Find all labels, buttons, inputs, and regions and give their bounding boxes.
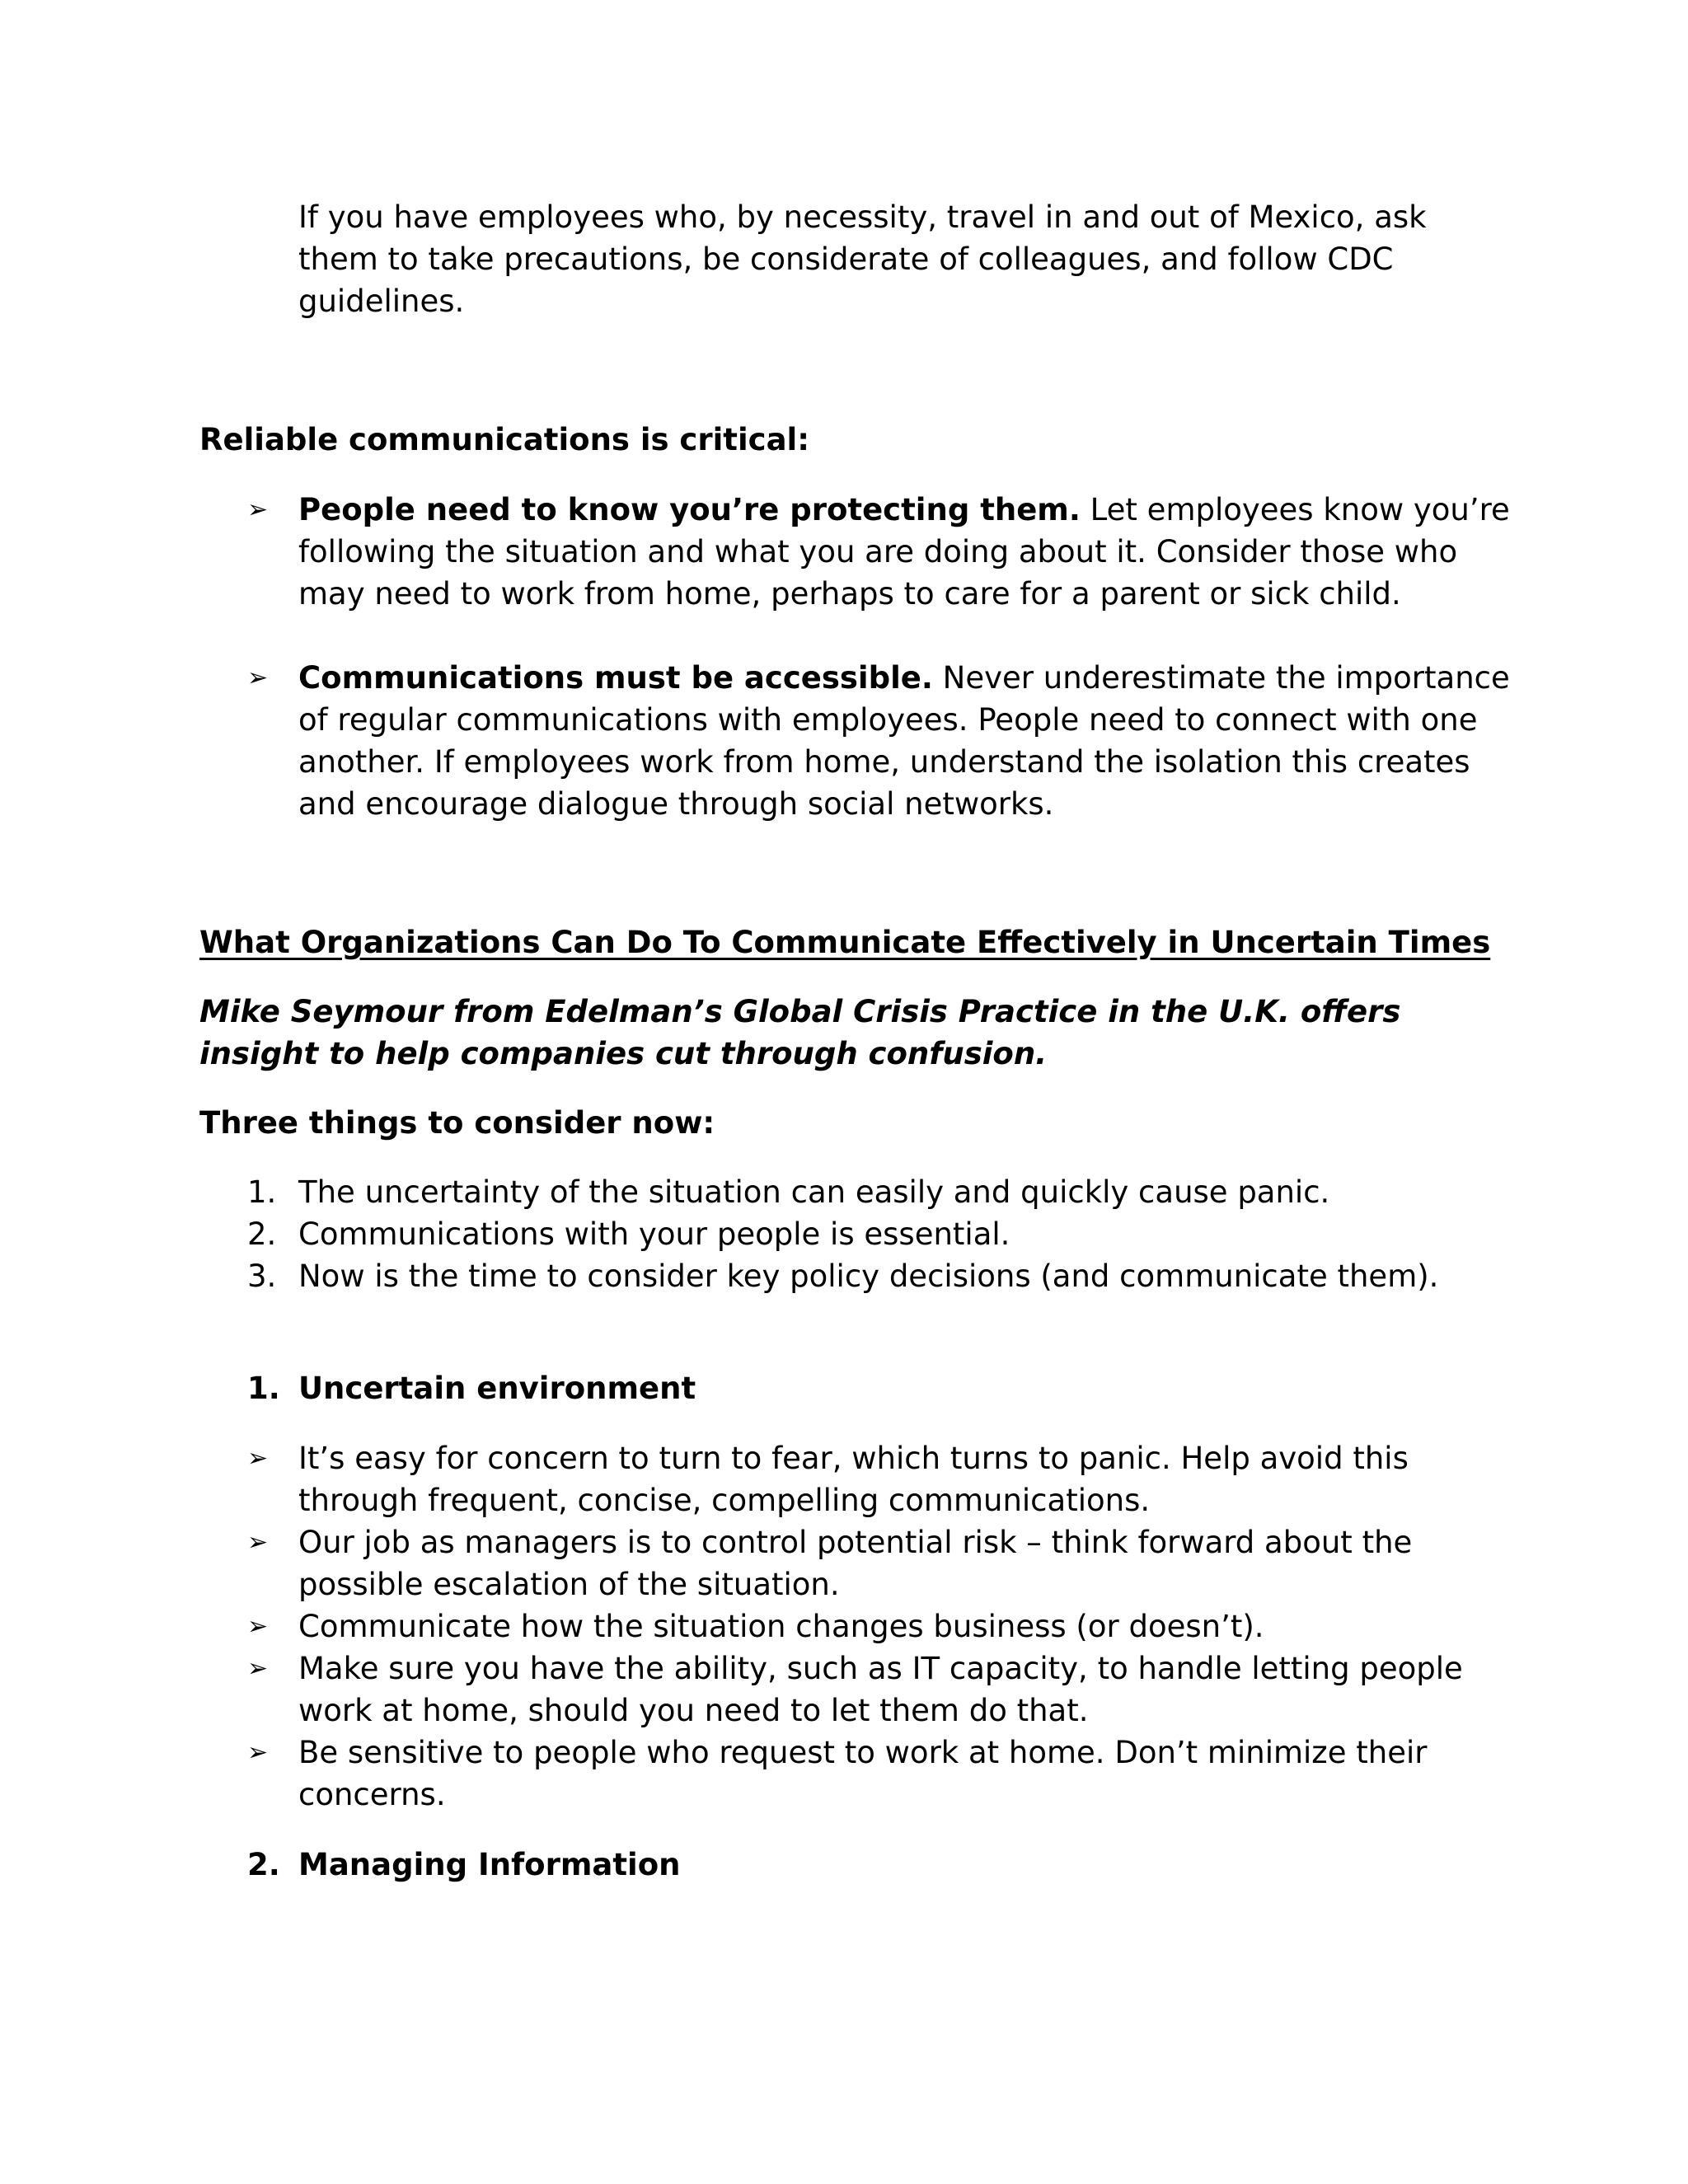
subsection-number: 1. bbox=[247, 1371, 280, 1406]
bullet-body: Never underestimate the importance of regular communications with employees. People need to connect with one another. If employees work from home, understand the isolation this creates and encourage dialogue through social networks. bbox=[298, 660, 1510, 822]
arrowhead-bullet-icon: ➢ bbox=[247, 1528, 269, 1557]
arrowhead-bullet-icon: ➢ bbox=[247, 1612, 269, 1641]
intro-paragraph: If you have employees who, by necessity, travel in and out of Mexico, ask them to take precautions, be considerate of colleagues, and follow CDC guidelines. bbox=[298, 199, 1427, 319]
bullet-text: It’s easy for concern to turn to fear, which turns to panic. Help avoid this through frequent, concise, compelling communications. bbox=[298, 1441, 1409, 1518]
section-title: What Organizations Can Do To Communicate Effectively in Uncertain Times bbox=[199, 925, 1491, 960]
subsection-title: Managing Information bbox=[298, 1847, 681, 1882]
arrowhead-bullet-icon: ➢ bbox=[247, 663, 269, 692]
bullet-text: Our job as managers is to control potential risk – think forward about the possible escalation of the situation. bbox=[298, 1525, 1413, 1602]
item-text: Now is the time to consider key policy decisions (and communicate them). bbox=[298, 1258, 1439, 1294]
bullet-text: Be sensitive to people who request to work at home. Don’t minimize their concerns. bbox=[298, 1735, 1428, 1812]
bullet-lead: Communications must be accessible. bbox=[298, 660, 933, 696]
arrowhead-bullet-icon: ➢ bbox=[247, 1444, 269, 1473]
bullet-text: Communicate how the situation changes business (or doesn’t). bbox=[298, 1609, 1264, 1644]
section-heading-three-things: Three things to consider now: bbox=[199, 1105, 715, 1141]
section-subtitle: Mike Seymour from Edelman’s Global Crisis Practice in the U.K. offers insight to help companies cut through confusion. bbox=[199, 994, 1401, 1071]
bullet-text bbox=[298, 489, 1521, 615]
item-number: 2. bbox=[247, 1216, 277, 1252]
item-number: 3. bbox=[247, 1258, 277, 1294]
subsection-title: Uncertain environment bbox=[298, 1371, 696, 1406]
arrowhead-bullet-icon: ➢ bbox=[247, 1738, 269, 1767]
subsection-number: 2. bbox=[247, 1847, 280, 1882]
bullet-text: Make sure you have the ability, such as IT capacity, to handle letting people work at home, should you need to let them do that. bbox=[298, 1651, 1463, 1728]
bullet-text bbox=[298, 657, 1521, 825]
section-heading-reliable-communications: Reliable communications is critical: bbox=[199, 422, 810, 457]
item-text: Communications with your people is essential. bbox=[298, 1216, 1010, 1252]
bullet-body: Let employees know you’re following the situation and what you are doing about it. Consider those who may need to work from home, perhaps to care for a parent or sick child. bbox=[298, 492, 1510, 612]
item-text: The uncertainty of the situation can easily and quickly cause panic. bbox=[298, 1174, 1330, 1210]
bullet-lead: People need to know you’re protecting them. bbox=[298, 492, 1081, 527]
arrowhead-bullet-icon: ➢ bbox=[247, 1654, 269, 1683]
item-number: 1. bbox=[247, 1174, 277, 1210]
arrowhead-bullet-icon: ➢ bbox=[247, 495, 269, 524]
